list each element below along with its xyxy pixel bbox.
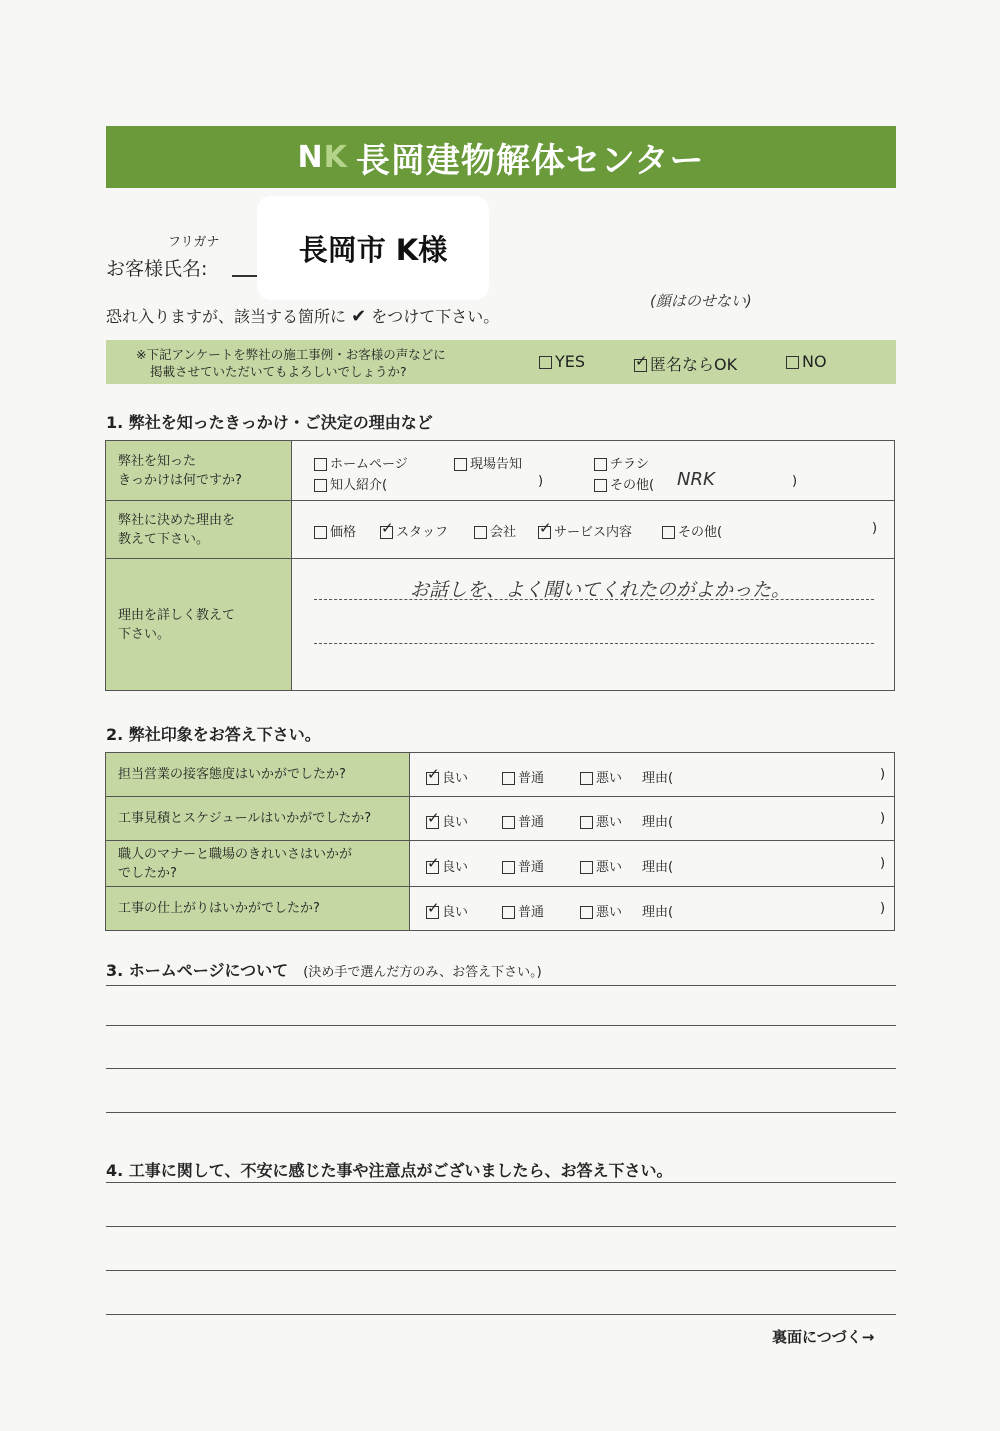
choice-bad[interactable]: 悪い [580, 811, 622, 830]
answer-line [106, 985, 896, 986]
consent-band [106, 340, 896, 384]
section4-title: 4. 工事に関して、不安に感じた事や注意点がございましたら、お答え下さい。 [106, 1161, 673, 1180]
reason-label: 理由( [642, 860, 674, 875]
other-handwritten-value: NRK [677, 469, 715, 490]
section1-table [105, 440, 895, 691]
choice-bad[interactable]: 悪い [580, 901, 622, 920]
choice-normal[interactable]: 普通 [502, 767, 544, 786]
choice-normal[interactable]: 普通 [502, 901, 544, 920]
answer-line [314, 643, 874, 644]
consent-question: ※下記アンケートを弊社の施工事例・お客様の声などに 掲載させていただいてもよろしいでしょうか? [136, 347, 446, 379]
handwritten-consent-note: (顔はのせない) [650, 292, 752, 310]
check-icon: ✔ [351, 306, 367, 327]
choice-bad[interactable]: 悪い [580, 856, 622, 875]
answer-line [106, 1226, 896, 1227]
q2-options [292, 501, 895, 559]
option-company[interactable]: 会社 [474, 521, 516, 540]
choice-normal[interactable]: 普通 [502, 856, 544, 875]
reason-close: ) [880, 856, 886, 871]
q2-label: 弊社に決めた理由を 教えて下さい。 [106, 501, 292, 559]
section3-title: 3. ホームページについて [106, 961, 289, 980]
reason-label: 理由( [642, 815, 674, 830]
choice-good[interactable]: ✓ 良い [427, 899, 469, 920]
answer-line [106, 1182, 896, 1183]
header-banner [106, 126, 896, 188]
option-referral[interactable]: 知人紹介( [314, 474, 387, 493]
reason-close: ) [880, 901, 886, 916]
reason-close: ) [880, 811, 886, 826]
impression-question: 担当営業の接客態度はいかがでしたか? [106, 753, 410, 797]
option-flyer[interactable]: チラシ [594, 453, 649, 472]
section3-heading [106, 958, 542, 981]
consent-option-no[interactable]: NO [786, 352, 827, 371]
option-site-notice[interactable]: 現場告知 [454, 453, 522, 472]
instruction-text: 恐れ入りますが、該当する箇所に ✔ をつけて下さい。 [106, 306, 500, 327]
other-close: ) [792, 474, 798, 489]
option-staff[interactable]: ✓ スタッフ [381, 519, 449, 540]
option-other-reason[interactable]: その他( [662, 521, 722, 540]
customer-name-label: お客様氏名: [106, 258, 208, 280]
impression-question: 工事の仕上がりはいかがでしたか? [106, 887, 410, 931]
section2-table [105, 752, 895, 931]
answer-line [314, 599, 874, 600]
answer-line [106, 1270, 896, 1271]
reason-label: 理由( [642, 905, 674, 920]
reason-label: 理由( [642, 771, 674, 786]
checkbox-checked-icon: ✓ [635, 352, 648, 370]
answer-line [106, 1068, 896, 1069]
section3-note: (決め手で選んだ方のみ、お答え下さい。) [303, 965, 542, 980]
answer-line [106, 1112, 896, 1113]
checkbox-icon [539, 356, 552, 369]
impression-options [410, 753, 895, 797]
furigana-label: フリガナ [168, 235, 220, 250]
customer-name-value: 長岡市 K様 [257, 196, 489, 300]
impression-question: 工事見積とスケジュールはいかがでしたか? [106, 797, 410, 841]
impression-options [410, 887, 895, 931]
reason-handwritten-answer: お話しを、よく聞いてくれたのがよかった。 [410, 579, 791, 601]
q3-answer-area [292, 559, 895, 691]
section2-title: 2. 弊社印象をお答え下さい。 [106, 725, 321, 744]
option-price[interactable]: 価格 [314, 521, 356, 540]
option-service[interactable]: ✓ サービス内容 [539, 519, 633, 540]
company-logo: N K [297, 139, 348, 175]
answer-line [106, 1025, 896, 1026]
consent-option-yes[interactable]: YES [539, 352, 585, 371]
impression-question: 職人のマナーと職場のきれいさはいかが でしたか? [106, 841, 410, 887]
choice-bad[interactable]: 悪い [580, 767, 622, 786]
reason-close: ) [880, 767, 886, 782]
choice-normal[interactable]: 普通 [502, 811, 544, 830]
checkbox-icon [786, 356, 799, 369]
answer-line [106, 1314, 896, 1315]
impression-options [410, 797, 895, 841]
impression-options [410, 841, 895, 887]
referral-close: ) [538, 474, 544, 489]
option-other[interactable]: その他( [594, 474, 654, 493]
continue-overleaf: 裏面につづく→ [772, 1328, 875, 1346]
q3-label: 理由を詳しく教えて 下さい。 [106, 559, 292, 691]
option-homepage[interactable]: ホームページ [314, 453, 408, 472]
q1-options [292, 441, 895, 501]
choice-good[interactable]: ✓ 良い [427, 854, 469, 875]
other-reason-close: ) [872, 521, 878, 536]
q1-label: 弊社を知った きっかけは何ですか? [106, 441, 292, 501]
choice-good[interactable]: ✓ 良い [427, 765, 469, 786]
choice-good[interactable]: ✓ 良い [427, 809, 469, 830]
consent-option-anonymous[interactable]: ✓ 匿名ならOK [635, 352, 738, 374]
company-title: 長岡建物解体センター [355, 140, 705, 181]
section1-title: 1. 弊社を知ったきっかけ・ご決定の理由など [106, 413, 433, 432]
